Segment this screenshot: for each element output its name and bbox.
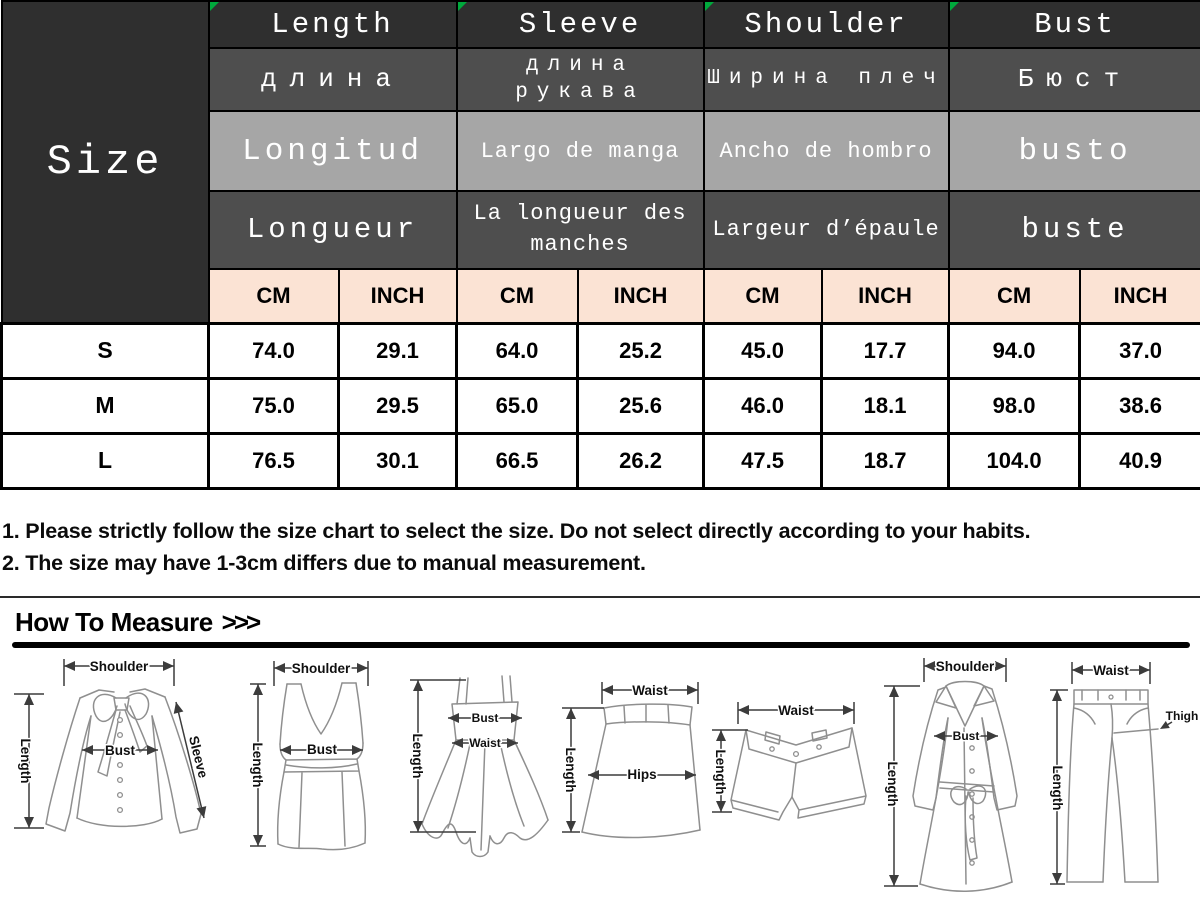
dimension-label-length: Length: [18, 738, 33, 784]
col-header-length: [209, 1, 457, 48]
size-row-label: S: [2, 323, 209, 378]
value-cell: 38.6: [1080, 378, 1200, 433]
value-cell: 65.0: [457, 378, 578, 433]
dimension-label-thigh: Thigh: [1165, 709, 1199, 723]
dress-drawing: [422, 676, 548, 857]
coat-drawing: [913, 682, 1017, 892]
unit-cell-cm: CM: [457, 269, 578, 323]
value-cell: 75.0: [209, 378, 339, 433]
value-cell: 76.5: [209, 433, 339, 488]
value-cell: 29.5: [339, 378, 457, 433]
unit-cell-inch: INCH: [339, 269, 457, 323]
table-row: [2, 378, 1200, 433]
header-fr-sleeve: La longueur des manches: [457, 191, 704, 269]
value-cell: 64.0: [457, 323, 578, 378]
dimension-label-length: Length: [250, 742, 265, 788]
shorts-drawing: [731, 728, 866, 820]
value-cell: 17.7: [822, 323, 949, 378]
dimension-label-waist: Waist: [1093, 663, 1129, 678]
dimension-label-length: Length: [410, 733, 425, 779]
figure-shorts: [706, 700, 870, 842]
value-cell: 74.0: [209, 323, 339, 378]
value-cell: 25.6: [578, 378, 704, 433]
figure-tank-top: [244, 658, 394, 863]
dimension-label-sleeve: Sleeve: [185, 734, 211, 780]
excel-flag-icon: [950, 2, 959, 11]
unit-cell-cm: CM: [704, 269, 822, 323]
unit-cell-inch: INCH: [578, 269, 704, 323]
dimension-label-length: Length: [1050, 765, 1065, 811]
excel-flag-icon: [705, 2, 714, 11]
measurement-figures: [0, 648, 1200, 914]
table-row: [2, 323, 1200, 378]
divider-line: [0, 596, 1200, 598]
header-ru-length: длина: [209, 48, 457, 111]
how-to-measure-heading: [15, 607, 1200, 638]
value-cell: 45.0: [704, 323, 822, 378]
value-cell: 47.5: [704, 433, 822, 488]
value-cell: 66.5: [457, 433, 578, 488]
unit-cell-cm: CM: [949, 269, 1080, 323]
table-row: [2, 433, 1200, 488]
size-header-cell: Size: [2, 1, 209, 323]
unit-cell-inch: INCH: [822, 269, 949, 323]
size-row-label: L: [2, 433, 209, 488]
value-cell: 18.7: [822, 433, 949, 488]
tank-top-dimensions: [250, 661, 368, 846]
dimension-label-waist: Waist: [632, 683, 668, 698]
header-fr-shoulder: Largeur d’épaule: [704, 191, 949, 269]
figure-coat: [878, 656, 1046, 898]
dimension-label-length: Length: [563, 747, 578, 793]
col-header-bust-label: Bust: [1034, 8, 1116, 41]
header-es-bust: busto: [949, 111, 1200, 191]
dimension-label-waist: Waist: [469, 736, 501, 750]
value-cell: 25.2: [578, 323, 704, 378]
dimension-label-bust: Bust: [307, 742, 337, 757]
value-cell: 26.2: [578, 433, 704, 488]
pants-dimensions: [1050, 662, 1198, 884]
excel-flag-icon: [458, 2, 467, 11]
dimension-label-length: Length: [713, 749, 728, 795]
col-header-sleeve: [457, 1, 704, 48]
figure-blouse: [4, 656, 232, 866]
unit-cell-inch: INCH: [1080, 269, 1200, 323]
size-row-label: M: [2, 378, 209, 433]
value-cell: 104.0: [949, 433, 1080, 488]
col-header-length-label: Length: [271, 8, 394, 41]
dimension-label-bust: Bust: [105, 743, 135, 758]
header-es-shoulder: Ancho de hombro: [704, 111, 949, 191]
header-fr-length: Longueur: [209, 191, 457, 269]
figure-pants: [1048, 660, 1200, 900]
figure-skirt: [558, 680, 706, 846]
value-cell: 94.0: [949, 323, 1080, 378]
header-es-sleeve: Largo de manga: [457, 111, 704, 191]
value-cell: 46.0: [704, 378, 822, 433]
pants-drawing: [1067, 690, 1158, 882]
note-2: 2. The size may have 1-3cm differs due to manual measurement.: [2, 550, 646, 575]
dimension-label-hips: Hips: [627, 767, 657, 782]
figure-dress: [404, 662, 572, 858]
header-fr-bust: buste: [949, 191, 1200, 269]
tank-top-drawing: [278, 683, 366, 850]
header-ru-sleeve: длина рукава: [457, 48, 704, 111]
notes-block: [2, 515, 1200, 580]
shorts-dimensions: [712, 702, 854, 812]
dimension-label-bust: Bust: [471, 711, 499, 725]
value-cell: 30.1: [339, 433, 457, 488]
col-header-bust: [949, 1, 1200, 48]
col-header-shoulder: [704, 1, 949, 48]
value-cell: 98.0: [949, 378, 1080, 433]
dimension-label-shoulder: Shoulder: [935, 659, 995, 674]
unit-cell-cm: CM: [209, 269, 339, 323]
value-cell: 18.1: [822, 378, 949, 433]
note-1: 1. Please strictly follow the size chart to select the size. Do not select directly according to your habits.: [2, 518, 1031, 543]
dimension-label-shoulder: Shoulder: [89, 659, 149, 674]
dimension-label-shoulder: Shoulder: [291, 661, 351, 676]
value-cell: 37.0: [1080, 323, 1200, 378]
header-es-length: Longitud: [209, 111, 457, 191]
dimension-label-waist: Waist: [778, 703, 814, 718]
col-header-shoulder-label: Shoulder: [744, 8, 908, 41]
header-ru-bust: Бюст: [949, 48, 1200, 111]
chevrons-icon: >>>: [221, 607, 259, 637]
value-cell: 40.9: [1080, 433, 1200, 488]
dimension-label-length: Length: [885, 761, 900, 807]
dimension-label-bust: Bust: [952, 729, 980, 743]
col-header-sleeve-label: Sleeve: [518, 8, 642, 41]
how-to-measure-title: How To Measure: [15, 607, 213, 637]
value-cell: 29.1: [339, 323, 457, 378]
header-row-english: [2, 1, 1200, 48]
header-ru-shoulder: Ширина плеч: [704, 48, 949, 111]
excel-flag-icon: [210, 2, 219, 11]
